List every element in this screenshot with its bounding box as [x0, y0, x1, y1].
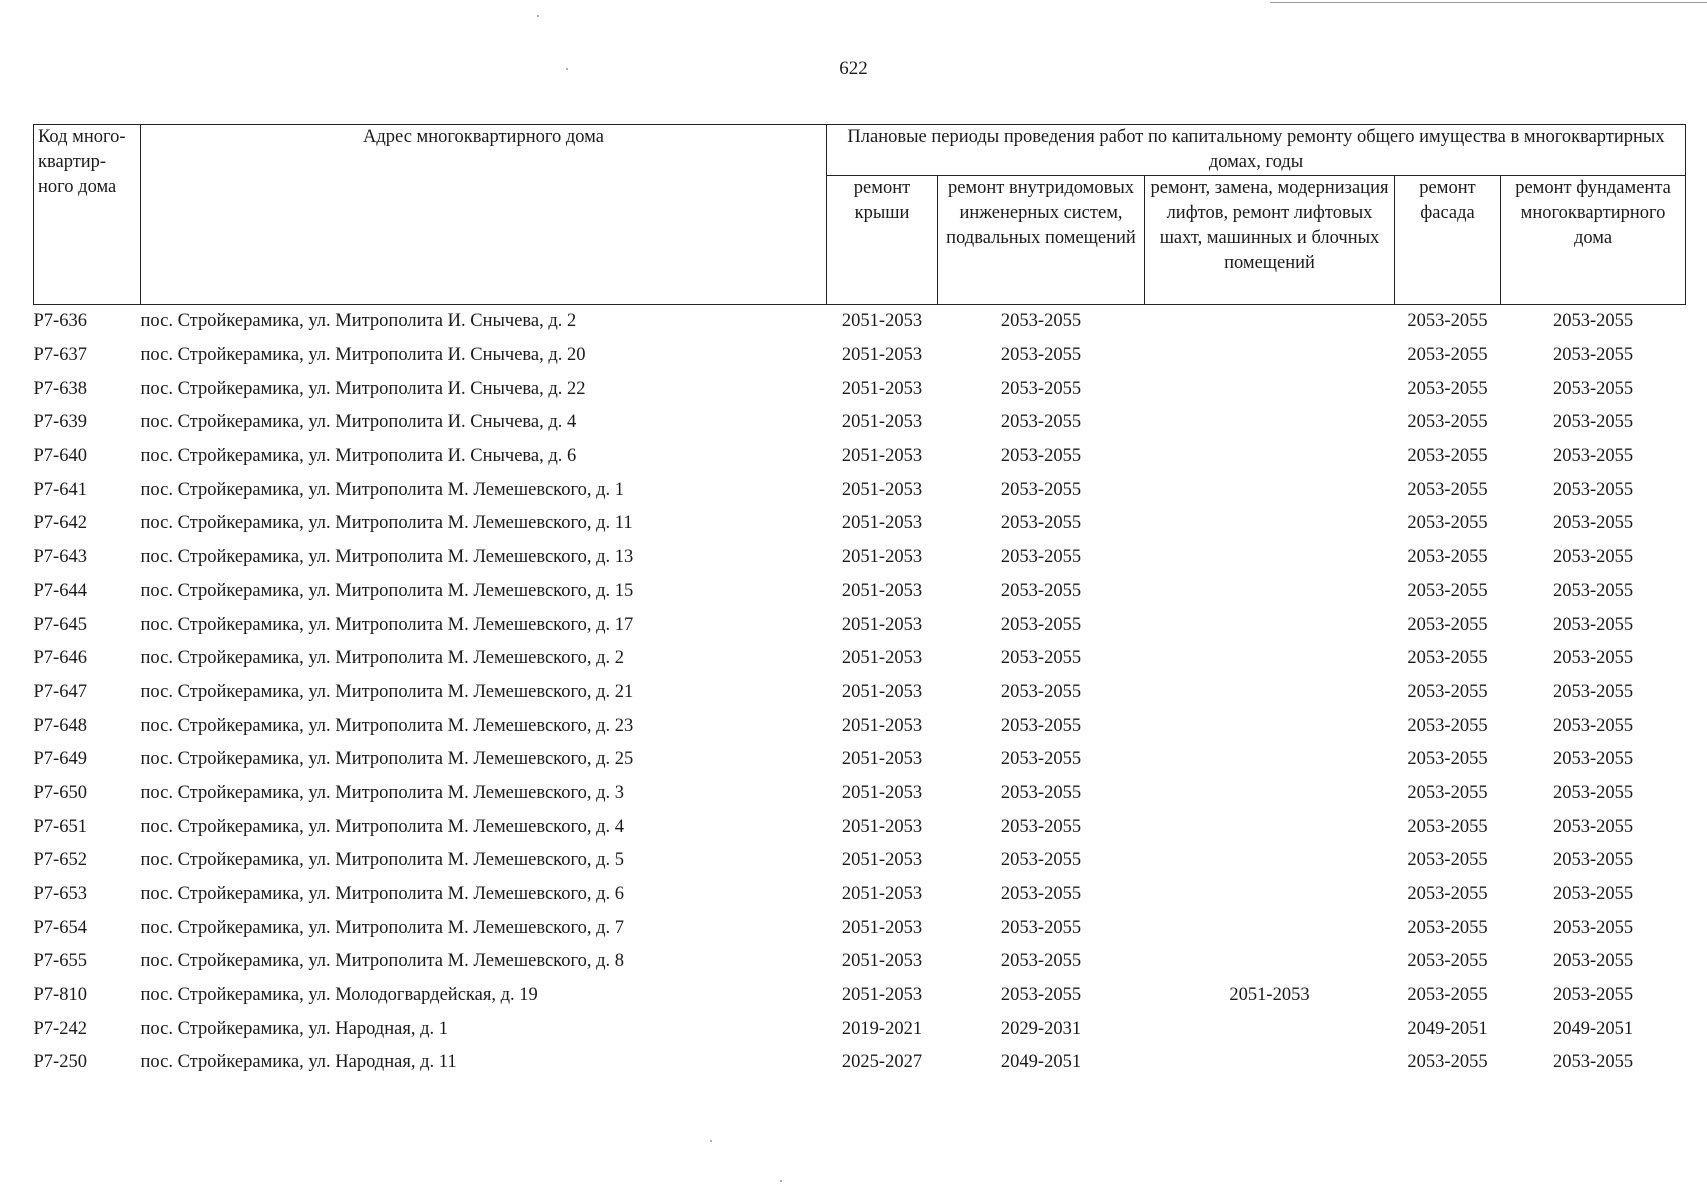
table-row — [34, 372, 1686, 406]
table-row — [34, 541, 1686, 575]
cell-address: пос. Стройкерамика, ул. Митрополита М. Лемешевского, д. 21 — [140, 681, 634, 702]
cell-roof: 2051-2053 — [841, 614, 923, 635]
cell-facade: 2053-2055 — [1407, 1052, 1488, 1073]
table-row — [34, 911, 1686, 945]
header-code: Код много-квартир-ного дома — [34, 125, 141, 305]
cell-code: Р7-651 — [33, 816, 87, 837]
cell-address: пос. Стройкерамика, ул. Митрополита М. Лемешевского, д. 17 — [140, 614, 634, 635]
cell-code: Р7-652 — [33, 850, 87, 871]
cell-address: пос. Стройкерамика, ул. Митрополита М. Лемешевского, д. 15 — [140, 580, 634, 601]
cell-foundation: 2053-2055 — [1552, 446, 1634, 467]
cell-foundation: 2053-2055 — [1552, 749, 1634, 770]
scan-speck — [710, 1140, 712, 1142]
cell-lifts — [1145, 709, 1395, 743]
cell-systems: 2053-2055 — [1000, 547, 1082, 568]
cell-address: пос. Стройкерамика, ул. Митрополита М. Лемешевского, д. 6 — [140, 884, 625, 905]
cell-code: Р7-644 — [33, 580, 87, 601]
cell-foundation: 2053-2055 — [1552, 614, 1634, 635]
cell-systems: 2053-2055 — [1000, 715, 1082, 736]
cell-systems: 2053-2055 — [1000, 580, 1082, 601]
cell-lifts — [1145, 608, 1395, 642]
cell-address: пос. Стройкерамика, ул. Митрополита М. Лемешевского, д. 13 — [140, 547, 634, 568]
cell-roof: 2051-2053 — [841, 345, 923, 366]
cell-lifts — [1145, 844, 1395, 878]
cell-roof: 2051-2053 — [841, 648, 923, 669]
cell-roof: 2051-2053 — [841, 850, 923, 871]
cell-facade: 2053-2055 — [1407, 547, 1488, 568]
cell-facade: 2053-2055 — [1407, 446, 1488, 467]
header-foundation: ремонт фундамента многоквартирного дома — [1501, 176, 1686, 305]
cell-address: пос. Стройкерамика, ул. Молодогвардейская, д. 19 — [140, 985, 538, 1006]
cell-foundation: 2053-2055 — [1552, 345, 1634, 366]
cell-foundation: 2053-2055 — [1552, 648, 1634, 669]
header-facade: ремонт фасада — [1395, 176, 1501, 305]
cell-roof: 2051-2053 — [841, 917, 923, 938]
cell-address: пос. Стройкерамика, ул. Митрополита М. Лемешевского, д. 1 — [140, 479, 625, 500]
header-roof: ремонт крыши — [827, 176, 938, 305]
cell-lifts — [1145, 541, 1395, 575]
cell-code: Р7-648 — [33, 715, 87, 736]
cell-foundation: 2053-2055 — [1552, 547, 1634, 568]
header-address: Адрес многоквартирного дома — [141, 125, 827, 305]
cell-address: пос. Стройкерамика, ул. Митрополита М. Лемешевского, д. 8 — [140, 951, 625, 972]
cell-systems: 2053-2055 — [1000, 985, 1082, 1006]
cell-roof: 2051-2053 — [841, 311, 923, 332]
cell-lifts — [1145, 810, 1395, 844]
cell-foundation: 2053-2055 — [1552, 378, 1634, 399]
cell-roof: 2051-2053 — [841, 681, 923, 702]
cell-systems: 2053-2055 — [1000, 816, 1082, 837]
table-row — [34, 305, 1686, 339]
table-row — [34, 810, 1686, 844]
table-row — [34, 878, 1686, 912]
cell-foundation: 2053-2055 — [1552, 715, 1634, 736]
cell-address: пос. Стройкерамика, ул. Народная, д. 11 — [140, 1052, 457, 1073]
table-row — [34, 406, 1686, 440]
cell-systems: 2053-2055 — [1000, 479, 1082, 500]
cell-code: Р7-641 — [33, 479, 87, 500]
cell-roof: 2019-2021 — [841, 1018, 923, 1039]
cell-foundation: 2053-2055 — [1552, 681, 1634, 702]
cell-systems: 2053-2055 — [1000, 782, 1082, 803]
table-header — [34, 125, 1686, 305]
cell-systems: 2053-2055 — [1000, 412, 1082, 433]
table-body — [34, 305, 1686, 1080]
page-number: 622 — [839, 58, 868, 79]
cell-lifts — [1145, 911, 1395, 945]
cell-foundation: 2053-2055 — [1552, 917, 1634, 938]
cell-code: Р7-250 — [33, 1052, 87, 1073]
table-row — [34, 339, 1686, 373]
cell-code: Р7-649 — [33, 749, 87, 770]
cell-facade: 2053-2055 — [1407, 749, 1488, 770]
cell-lifts — [1145, 1012, 1395, 1046]
cell-facade: 2053-2055 — [1407, 648, 1488, 669]
cell-facade: 2053-2055 — [1407, 985, 1488, 1006]
cell-code: Р7-655 — [33, 951, 87, 972]
cell-foundation: 2053-2055 — [1552, 479, 1634, 500]
scan-edge-line — [1270, 2, 1707, 3]
table-row — [34, 844, 1686, 878]
table-row — [34, 945, 1686, 979]
header-systems: ремонт внутридомовых инженерных систем, подвальных помещений — [938, 176, 1145, 305]
cell-facade: 2053-2055 — [1407, 378, 1488, 399]
cell-roof: 2051-2053 — [841, 547, 923, 568]
cell-code: Р7-639 — [33, 412, 87, 433]
cell-systems: 2053-2055 — [1000, 311, 1082, 332]
cell-code: Р7-810 — [33, 985, 87, 1006]
cell-lifts — [1145, 339, 1395, 373]
cell-facade: 2053-2055 — [1407, 479, 1488, 500]
cell-foundation: 2053-2055 — [1552, 311, 1634, 332]
cell-address: пос. Стройкерамика, ул. Митрополита М. Лемешевского, д. 7 — [140, 917, 625, 938]
cell-facade: 2053-2055 — [1407, 917, 1488, 938]
cell-systems: 2053-2055 — [1000, 614, 1082, 635]
cell-address: пос. Стройкерамика, ул. Митрополита И. Снычева, д. 2 — [140, 311, 577, 332]
cell-address: пос. Стройкерамика, ул. Народная, д. 1 — [140, 1018, 449, 1039]
cell-systems: 2049-2051 — [1000, 1052, 1082, 1073]
cell-lifts — [1145, 743, 1395, 777]
scan-speck — [780, 1180, 782, 1182]
cell-systems: 2053-2055 — [1000, 378, 1082, 399]
cell-facade: 2053-2055 — [1407, 850, 1488, 871]
cell-systems: 2053-2055 — [1000, 345, 1082, 366]
cell-roof: 2051-2053 — [841, 951, 923, 972]
cell-code: Р7-653 — [33, 884, 87, 905]
cell-code: Р7-242 — [33, 1018, 87, 1039]
cell-systems: 2053-2055 — [1000, 648, 1082, 669]
cell-facade: 2053-2055 — [1407, 951, 1488, 972]
cell-address: пос. Стройкерамика, ул. Митрополита И. Снычева, д. 22 — [140, 378, 586, 399]
table-row — [34, 676, 1686, 710]
cell-foundation: 2049-2051 — [1552, 1018, 1634, 1039]
table-row — [34, 1046, 1686, 1080]
table-row — [34, 709, 1686, 743]
cell-lifts — [1145, 945, 1395, 979]
cell-roof: 2051-2053 — [841, 715, 923, 736]
cell-code: Р7-647 — [33, 681, 87, 702]
cell-systems: 2053-2055 — [1000, 749, 1082, 770]
cell-facade: 2053-2055 — [1407, 614, 1488, 635]
cell-facade: 2053-2055 — [1407, 412, 1488, 433]
table-row — [34, 608, 1686, 642]
cell-code: Р7-637 — [33, 345, 87, 366]
cell-foundation: 2053-2055 — [1552, 513, 1634, 534]
cell-code: Р7-642 — [33, 513, 87, 534]
cell-systems: 2053-2055 — [1000, 951, 1082, 972]
cell-systems: 2053-2055 — [1000, 513, 1082, 534]
cell-systems: 2053-2055 — [1000, 681, 1082, 702]
cell-foundation: 2053-2055 — [1552, 412, 1634, 433]
cell-lifts — [1145, 642, 1395, 676]
cell-address: пос. Стройкерамика, ул. Митрополита И. Снычева, д. 4 — [140, 412, 577, 433]
cell-systems: 2029-2031 — [1000, 1018, 1082, 1039]
cell-code: Р7-640 — [33, 446, 87, 467]
cell-systems: 2053-2055 — [1000, 884, 1082, 905]
cell-foundation: 2053-2055 — [1552, 951, 1634, 972]
cell-address: пос. Стройкерамика, ул. Митрополита М. Лемешевского, д. 25 — [140, 749, 634, 770]
cell-systems: 2053-2055 — [1000, 850, 1082, 871]
cell-roof: 2051-2053 — [841, 782, 923, 803]
cell-address: пос. Стройкерамика, ул. Митрополита М. Лемешевского, д. 5 — [140, 850, 625, 871]
cell-facade: 2053-2055 — [1407, 345, 1488, 366]
cell-code: Р7-643 — [33, 547, 87, 568]
cell-roof: 2051-2053 — [841, 580, 923, 601]
cell-lifts — [1145, 878, 1395, 912]
cell-roof: 2051-2053 — [841, 884, 923, 905]
cell-address: пос. Стройкерамика, ул. Митрополита И. Снычева, д. 6 — [140, 446, 577, 467]
table-row — [34, 575, 1686, 609]
cell-roof: 2051-2053 — [841, 412, 923, 433]
table-row — [34, 777, 1686, 811]
cell-code: Р7-646 — [33, 648, 87, 669]
cell-address: пос. Стройкерамика, ул. Митрополита М. Лемешевского, д. 23 — [140, 715, 634, 736]
cell-address: пос. Стройкерамика, ул. Митрополита М. Лемешевского, д. 4 — [140, 816, 625, 837]
table-row — [34, 1012, 1686, 1046]
cell-foundation: 2053-2055 — [1552, 985, 1634, 1006]
cell-code: Р7-638 — [33, 378, 87, 399]
table-row — [34, 507, 1686, 541]
cell-foundation: 2053-2055 — [1552, 850, 1634, 871]
cell-code: Р7-636 — [33, 311, 87, 332]
scan-speck — [537, 15, 539, 17]
cell-address: пос. Стройкерамика, ул. Митрополита М. Лемешевского, д. 2 — [140, 648, 625, 669]
cell-lifts — [1145, 676, 1395, 710]
cell-facade: 2053-2055 — [1407, 513, 1488, 534]
cell-lifts — [1145, 473, 1395, 507]
cell-facade: 2053-2055 — [1407, 816, 1488, 837]
cell-lifts: 2051-2053 — [1229, 985, 1310, 1006]
cell-facade: 2053-2055 — [1407, 681, 1488, 702]
table-row — [34, 473, 1686, 507]
header-periods-group: Плановые периоды проведения работ по капитальному ремонту общего имущества в многоквартирных домах, годы — [827, 125, 1686, 176]
cell-lifts — [1145, 575, 1395, 609]
cell-lifts — [1145, 1046, 1395, 1080]
cell-foundation: 2053-2055 — [1552, 580, 1634, 601]
cell-code: Р7-645 — [33, 614, 87, 635]
cell-roof: 2051-2053 — [841, 479, 923, 500]
table-row — [34, 743, 1686, 777]
cell-lifts — [1145, 777, 1395, 811]
cell-foundation: 2053-2055 — [1552, 816, 1634, 837]
cell-facade: 2049-2051 — [1407, 1018, 1488, 1039]
cell-roof: 2051-2053 — [841, 446, 923, 467]
table-row — [34, 979, 1686, 1013]
cell-code: Р7-650 — [33, 782, 87, 803]
cell-foundation: 2053-2055 — [1552, 884, 1634, 905]
cell-address: пос. Стройкерамика, ул. Митрополита М. Лемешевского, д. 11 — [140, 513, 633, 534]
cell-code: Р7-654 — [33, 917, 87, 938]
header-lifts: ремонт, замена, модернизация лифтов, ремонт лифтовых шахт, машинных и блочных помещений — [1145, 176, 1395, 305]
cell-foundation: 2053-2055 — [1552, 1052, 1634, 1073]
cell-roof: 2051-2053 — [841, 749, 923, 770]
cell-facade: 2053-2055 — [1407, 715, 1488, 736]
cell-roof: 2025-2027 — [841, 1052, 923, 1073]
table-row — [34, 642, 1686, 676]
capital-repair-schedule-table — [33, 124, 1686, 1080]
cell-roof: 2051-2053 — [841, 816, 923, 837]
cell-facade: 2053-2055 — [1407, 311, 1488, 332]
cell-roof: 2051-2053 — [841, 378, 923, 399]
cell-roof: 2051-2053 — [841, 985, 923, 1006]
cell-facade: 2053-2055 — [1407, 782, 1488, 803]
cell-systems: 2053-2055 — [1000, 917, 1082, 938]
cell-roof: 2051-2053 — [841, 513, 923, 534]
cell-address: пос. Стройкерамика, ул. Митрополита М. Лемешевского, д. 3 — [140, 782, 625, 803]
cell-address: пос. Стройкерамика, ул. Митрополита И. Снычева, д. 20 — [140, 345, 586, 366]
cell-lifts — [1145, 507, 1395, 541]
table-row — [34, 440, 1686, 474]
cell-lifts — [1145, 305, 1395, 339]
cell-lifts — [1145, 406, 1395, 440]
cell-facade: 2053-2055 — [1407, 580, 1488, 601]
cell-systems: 2053-2055 — [1000, 446, 1082, 467]
cell-foundation: 2053-2055 — [1552, 782, 1634, 803]
cell-facade: 2053-2055 — [1407, 884, 1488, 905]
cell-lifts — [1145, 440, 1395, 474]
cell-lifts — [1145, 372, 1395, 406]
